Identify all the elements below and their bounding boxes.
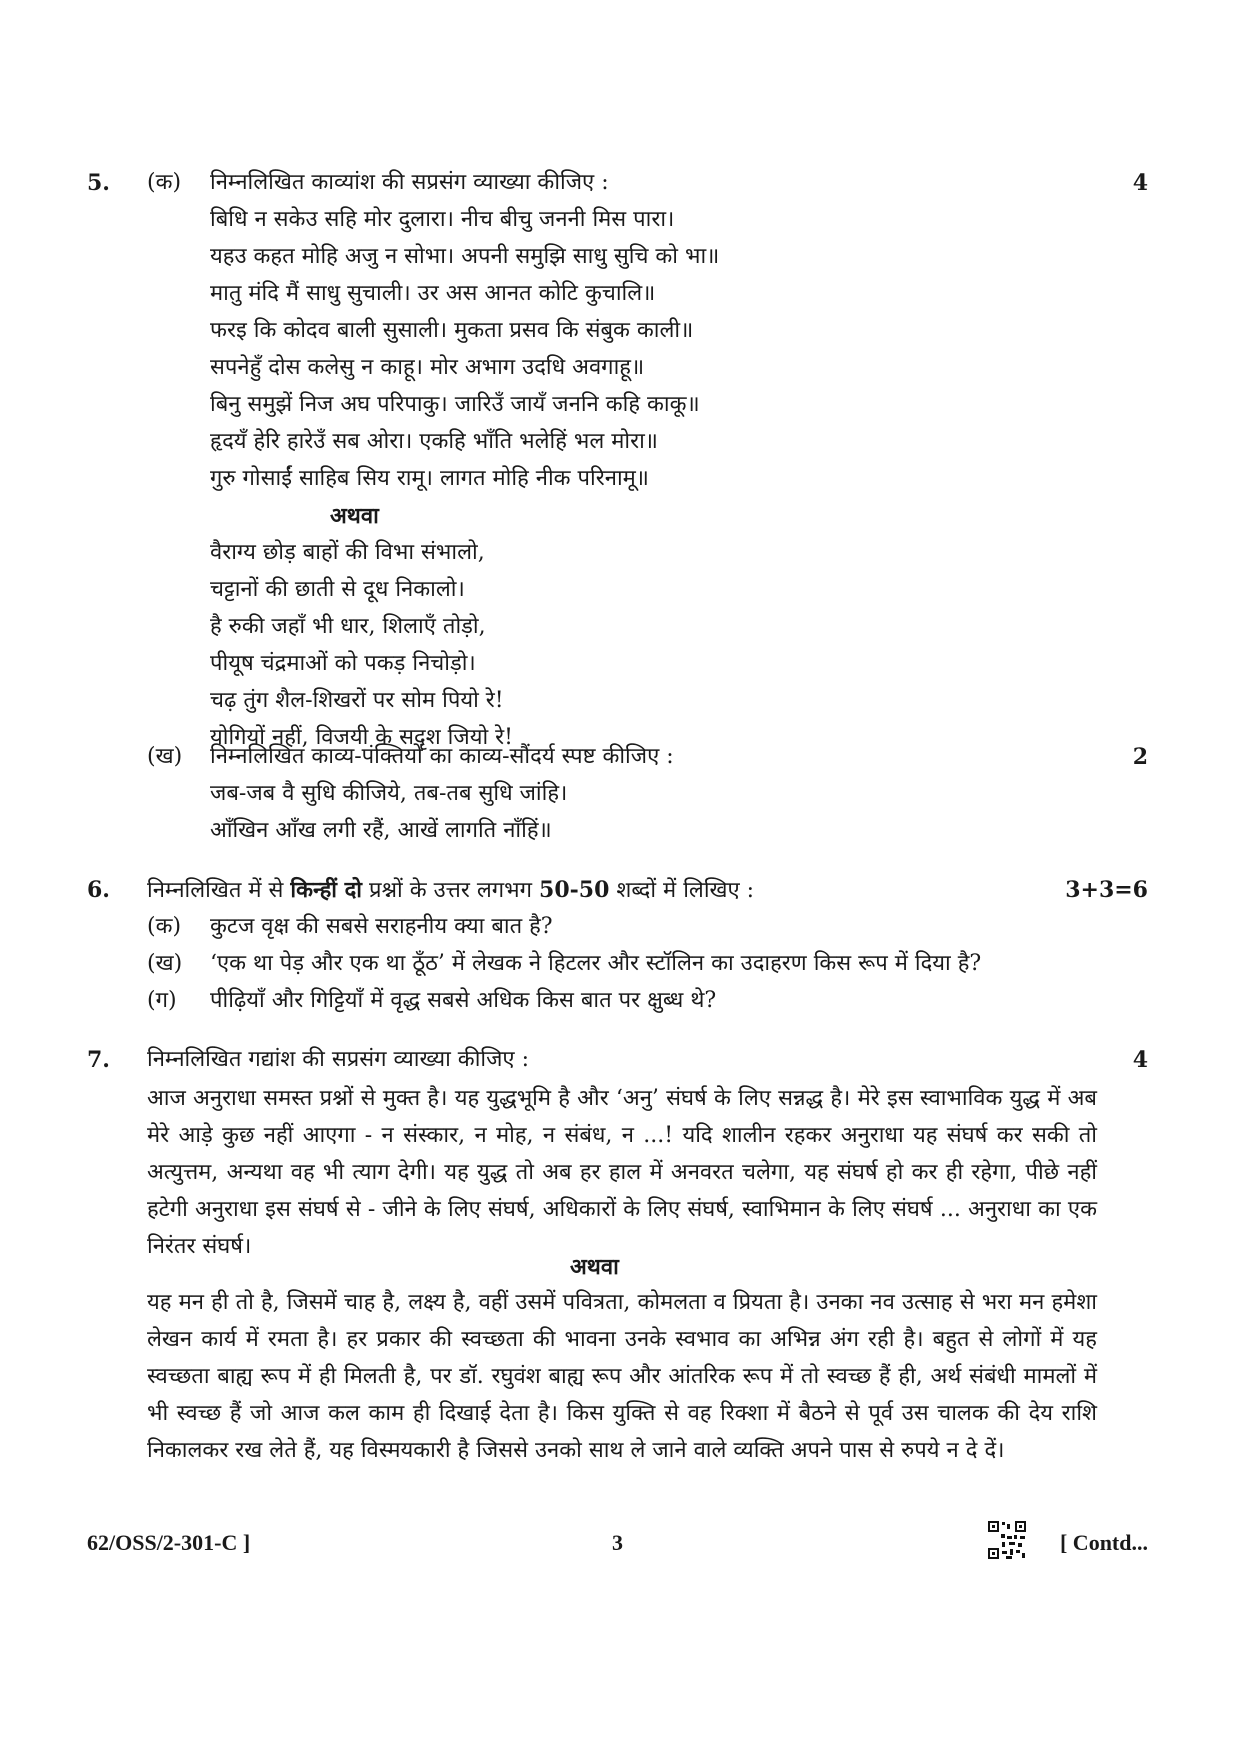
q5-athva-heading: अथवा	[330, 503, 379, 529]
q5a-alt-line: योगियों नहीं, विजयी के सदृश जियो रे!	[210, 725, 513, 750]
q6-marks: 3+3=6	[1065, 877, 1148, 903]
q5a-marks: 4	[1132, 170, 1148, 196]
q5a-alt-line: पीयूष चंद्रमाओं को पकड़ निचोड़ो।	[210, 651, 476, 676]
q7-marks: 4	[1132, 1047, 1148, 1073]
q7-instruction: निम्नलिखित गद्यांश की सप्रसंग व्याख्या कीजिए :	[147, 1047, 529, 1072]
q6-item-label: (ख)	[147, 951, 183, 976]
q5a-alt-line: चट्टानों की छाती से दूध निकालो।	[210, 577, 465, 602]
q5a-label: (क)	[147, 170, 182, 195]
q6-instruction-part: निम्नलिखित में से	[147, 878, 291, 903]
q5b-line: जब-जब वै सुधि कीजिये, तब-तब सुधि जांहि।	[210, 781, 568, 806]
page-number: 3	[612, 1530, 623, 1555]
q6-instruction-part: प्रश्नों के उत्तर लगभग	[361, 878, 540, 903]
q5a-alt-line: है रुकी जहाँ भी धार, शिलाएँ तोड़ो,	[210, 614, 486, 639]
q5a-line: यहउ कहत मोहि अजु न सोभा। अपनी समुझि साधु सुचि को भा॥	[210, 244, 720, 269]
q5a-instruction: निम्नलिखित काव्यांश की सप्रसंग व्याख्या कीजिए :	[210, 170, 609, 195]
q6-item-label: (ग)	[147, 988, 177, 1013]
q5a-line: हृदयँ हेरि हारेउँ सब ओरा। एकहि भाँति भलेहिं भल मोरा॥	[210, 429, 658, 454]
q7-athva-heading: अथवा	[570, 1254, 619, 1280]
continued-label: [ Contd...	[1059, 1530, 1148, 1555]
q7-alt-passage: यह मन ही तो है, जिसमें चाह है, लक्ष्य है, वहीं उसमें पवित्रता, कोमलता व प्रियता है। उनका नव उत्साह से भरा मन हमेशा लेखन कार्य में रमता है। हर प्रकार की स्वच्छता की भावना उनके स्वभाव का अभिन्न अंग रही है। बहुत से लोगों में यह स्वच्छता बाह्य रूप में ही मिलती है, पर डॉ. रघुवंश बाह्य रूप और आंतरिक रूप में तो स्वच्छ हैं ही, अर्थ संबंधी मामलों में भी स्वच्छ हैं जो आज कल काम ही दिखाई देता है। किस युक्ति से वह रिक्शा में बैठने से पूर्व उस चालक की देय राशि निकालकर रख लेते हैं, यह विस्मयकारी है जिससे उनको साथ ले जाने वाले व्यक्ति अपने पास से रुपये न दे दें।	[147, 1290, 1097, 1463]
q6-instruction-part: शब्दों में लिखिए :	[609, 878, 755, 903]
q6-instruction	[147, 875, 754, 906]
q7-passage: आज अनुराधा समस्त प्रश्नों से मुक्त है। यह युद्धभूमि है और ‘अनु’ संघर्ष के लिए सन्नद्ध है। मेरे इस स्वाभाविक युद्ध में अब मेरे आड़े कुछ नहीं आएगा - न संस्कार, न मोह, न संबंध, न ...! यदि शालीन रहकर अनुराधा यह संघर्ष कर सकी तो अत्युत्तम, अन्यथा वह भी त्याग देगी। यह युद्ध तो अब हर हाल में अनवरत चलेगा, यह संघर्ष हो कर ही रहेगा, पीछे नहीं हटेगी अनुराधा इस संघर्ष से - जीने के लिए संघर्ष, अधिकारों के लिए संघर्ष, स्वाभिमान के लिए संघर्ष ... अनुराधा का एक निरंतर संघर्ष।	[147, 1086, 1097, 1259]
q5a-line: गुरु गोसाईं साहिब सिय रामू। लागत मोहि नीक परिनामू॥	[210, 466, 649, 491]
q5a-line: फरइ कि कोदव बाली सुसाली। मुकता प्रसव कि संबुक काली॥	[210, 318, 694, 343]
q5a-alt-line: चढ़ तुंग शैल-शिखरों पर सोम पियो रे!	[210, 688, 504, 713]
q5b-label: (ख)	[147, 744, 183, 769]
q6-instruction-emphasis: किन्हीं दो	[290, 877, 362, 903]
q6-item-label: (क)	[147, 914, 182, 939]
qr-code-icon	[987, 1520, 1027, 1560]
question-number-7: 7.	[87, 1047, 110, 1073]
q5a-line: सपनेहुँ दोस कलेसु न काहू। मोर अभाग उदधि अवगाहू॥	[210, 355, 645, 380]
q6-item-text: ‘एक था पेड़ और एक था ठूँठ’ में लेखक ने हिटलर और स्टॉलिन का उदाहरण किस रूप में दिया है?	[210, 951, 982, 976]
q5b-line: आँखिन आँख लगी रहैं, आखें लागति नाँहिं॥	[210, 818, 552, 843]
q5a-line: मातु मंदि मैं साधु सुचाली। उर अस आनत कोटि कुचालि॥	[210, 281, 656, 306]
q5b-marks: 2	[1132, 744, 1148, 770]
paper-code: 62/OSS/2-301-C ]	[87, 1530, 251, 1555]
q6-item-text: कुटज वृक्ष की सबसे सराहनीय क्या बात है?	[210, 914, 553, 939]
q5b-instruction: निम्नलिखित काव्य-पंक्तियों का काव्य-सौंदर्य स्पष्ट कीजिए :	[210, 744, 674, 769]
q6-instruction-wordcount: 50-50	[539, 877, 610, 903]
question-number-5: 5.	[87, 170, 110, 196]
q5a-line: बिधि न सकेउ सहि मोर दुलारा। नीच बीचु जननी मिस पारा।	[210, 207, 675, 232]
q6-item-text: पीढ़ियाँ और गिट्टियाँ में वृद्ध सबसे अधिक किस बात पर क्षुब्ध थे?	[210, 988, 717, 1013]
q5a-line: बिनु समुझें निज अघ परिपाकु। जारिउँ जायँ जननि कहि काकू॥	[210, 392, 700, 417]
q5a-alt-line: वैराग्य छोड़ बाहों की विभा संभालो,	[210, 540, 485, 565]
question-number-6: 6.	[87, 877, 110, 903]
